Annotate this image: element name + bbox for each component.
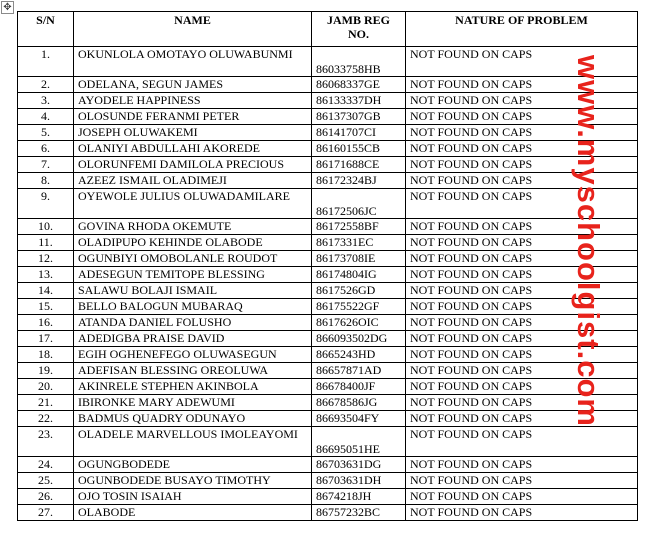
cell-sn: 13. <box>18 267 74 283</box>
table-move-handle-icon[interactable]: ✥ <box>1 1 14 14</box>
cell-name: ADESEGUN TEMITOPE BLESSING <box>74 267 312 283</box>
cell-name: ATANDA DANIEL FOLUSHO <box>74 315 312 331</box>
cell-sn: 9. <box>18 189 74 219</box>
cell-problem: NOT FOUND ON CAPS <box>406 157 638 173</box>
cell-problem: NOT FOUND ON CAPS <box>406 489 638 505</box>
cell-problem: NOT FOUND ON CAPS <box>406 235 638 251</box>
cell-jamb-reg: 86757232BC <box>312 505 406 521</box>
cell-name: EGIH OGHENEFEGO OLUWASEGUN <box>74 347 312 363</box>
cell-jamb-reg: 86172558BF <box>312 219 406 235</box>
cell-jamb-reg: 86657871AD <box>312 363 406 379</box>
cell-sn: 23. <box>18 427 74 457</box>
cell-sn: 3. <box>18 93 74 109</box>
cell-jamb-reg: 86172324BJ <box>312 173 406 189</box>
cell-jamb-reg: 86173708IE <box>312 251 406 267</box>
cell-problem: NOT FOUND ON CAPS <box>406 427 638 457</box>
cell-jamb-reg: 86695051HE <box>312 427 406 457</box>
cell-name: OYEWOLE JULIUS OLUWADAMILARE <box>74 189 312 219</box>
cell-name: AZEEZ ISMAIL OLADIMEJI <box>74 173 312 189</box>
table-row <box>18 47 638 77</box>
table-row <box>18 363 638 379</box>
cell-name: BADMUS QUADRY ODUNAYO <box>74 411 312 427</box>
table-row <box>18 219 638 235</box>
cell-name: ADEDIGBA PRAISE DAVID <box>74 331 312 347</box>
table-row <box>18 395 638 411</box>
cell-name: OLABODE <box>74 505 312 521</box>
cell-problem: NOT FOUND ON CAPS <box>406 47 638 77</box>
cell-name: OLADELE MARVELLOUS IMOLEAYOMI <box>74 427 312 457</box>
cell-jamb-reg: 86175522GF <box>312 299 406 315</box>
cell-problem: NOT FOUND ON CAPS <box>406 173 638 189</box>
cell-problem: NOT FOUND ON CAPS <box>406 473 638 489</box>
cell-problem: NOT FOUND ON CAPS <box>406 363 638 379</box>
cell-problem: NOT FOUND ON CAPS <box>406 379 638 395</box>
table-row <box>18 251 638 267</box>
table-row <box>18 315 638 331</box>
cell-jamb-reg: 86068337GE <box>312 77 406 93</box>
cell-name: ADEFISAN BLESSING OREOLUWA <box>74 363 312 379</box>
table-row <box>18 331 638 347</box>
cell-problem: NOT FOUND ON CAPS <box>406 457 638 473</box>
table-row <box>18 173 638 189</box>
cell-jamb-reg: 8617526GD <box>312 283 406 299</box>
header-name: NAME <box>74 12 312 47</box>
cell-name: OKUNLOLA OMOTAYO OLUWABUNMI <box>74 47 312 77</box>
cell-name: OLOSUNDE FERANMI PETER <box>74 109 312 125</box>
cell-jamb-reg: 86174804IG <box>312 267 406 283</box>
cell-sn: 12. <box>18 251 74 267</box>
table-row <box>18 77 638 93</box>
cell-sn: 14. <box>18 283 74 299</box>
cell-problem: NOT FOUND ON CAPS <box>406 93 638 109</box>
cell-sn: 8. <box>18 173 74 189</box>
cell-sn: 7. <box>18 157 74 173</box>
cell-sn: 10. <box>18 219 74 235</box>
cell-problem: NOT FOUND ON CAPS <box>406 251 638 267</box>
cell-problem: NOT FOUND ON CAPS <box>406 411 638 427</box>
cell-problem: NOT FOUND ON CAPS <box>406 299 638 315</box>
cell-sn: 22. <box>18 411 74 427</box>
cell-sn: 19. <box>18 363 74 379</box>
table-row <box>18 283 638 299</box>
cell-problem: NOT FOUND ON CAPS <box>406 125 638 141</box>
table-header-row <box>18 12 638 47</box>
cell-jamb-reg: 86693504FY <box>312 411 406 427</box>
cell-name: OLADIPUPO KEHINDE OLABODE <box>74 235 312 251</box>
table-row <box>18 299 638 315</box>
cell-jamb-reg: 8665243HD <box>312 347 406 363</box>
cell-name: OLANIYI ABDULLAHI AKOREDE <box>74 141 312 157</box>
cell-jamb-reg: 86133337DH <box>312 93 406 109</box>
cell-sn: 25. <box>18 473 74 489</box>
table-row <box>18 457 638 473</box>
cell-jamb-reg: 86137307GB <box>312 109 406 125</box>
cell-problem: NOT FOUND ON CAPS <box>406 347 638 363</box>
table-row <box>18 505 638 521</box>
table-row <box>18 235 638 251</box>
cell-sn: 2. <box>18 77 74 93</box>
table-row <box>18 93 638 109</box>
cell-jamb-reg: 866093502DG <box>312 331 406 347</box>
cell-name: OLORUNFEMI DAMILOLA PRECIOUS <box>74 157 312 173</box>
watermark <box>568 55 608 475</box>
table-row <box>18 267 638 283</box>
cell-problem: NOT FOUND ON CAPS <box>406 395 638 411</box>
cell-sn: 21. <box>18 395 74 411</box>
cell-sn: 24. <box>18 457 74 473</box>
header-sn: S/N <box>18 12 74 47</box>
table-row <box>18 379 638 395</box>
header-nature-of-problem: NATURE OF PROBLEM <box>406 12 638 47</box>
cell-name: OGUNBODEDE BUSAYO TIMOTHY <box>74 473 312 489</box>
cell-sn: 17. <box>18 331 74 347</box>
cell-jamb-reg: 86033758HB <box>312 47 406 77</box>
cell-name: OJO TOSIN ISAIAH <box>74 489 312 505</box>
cell-jamb-reg: 86141707CI <box>312 125 406 141</box>
cell-jamb-reg: 8617331EC <box>312 235 406 251</box>
cell-jamb-reg: 86703631DH <box>312 473 406 489</box>
table-row <box>18 109 638 125</box>
cell-problem: NOT FOUND ON CAPS <box>406 109 638 125</box>
cell-sn: 1. <box>18 47 74 77</box>
cell-sn: 6. <box>18 141 74 157</box>
cell-sn: 5. <box>18 125 74 141</box>
table-row <box>18 489 638 505</box>
cell-name: OGUNBIYI OMOBOLANLE ROUDOT <box>74 251 312 267</box>
cell-problem: NOT FOUND ON CAPS <box>406 141 638 157</box>
cell-name: AKINRELE STEPHEN AKINBOLA <box>74 379 312 395</box>
watermark-text: www.myschoolgist.com <box>571 55 606 427</box>
cell-sn: 15. <box>18 299 74 315</box>
cell-jamb-reg: 8674218JH <box>312 489 406 505</box>
cell-sn: 4. <box>18 109 74 125</box>
cell-problem: NOT FOUND ON CAPS <box>406 189 638 219</box>
table-row <box>18 189 638 219</box>
table-row <box>18 347 638 363</box>
header-jamb-reg: JAMB REG NO. <box>312 12 406 47</box>
cell-problem: NOT FOUND ON CAPS <box>406 315 638 331</box>
table-row <box>18 411 638 427</box>
table-row <box>18 141 638 157</box>
cell-name: IBIRONKE MARY ADEWUMI <box>74 395 312 411</box>
cell-problem: NOT FOUND ON CAPS <box>406 77 638 93</box>
table-row <box>18 427 638 457</box>
table-row <box>18 157 638 173</box>
cell-problem: NOT FOUND ON CAPS <box>406 267 638 283</box>
cell-name: SALAWU BOLAJI ISMAIL <box>74 283 312 299</box>
cell-sn: 16. <box>18 315 74 331</box>
cell-name: ODELANA, SEGUN JAMES <box>74 77 312 93</box>
cell-sn: 26. <box>18 489 74 505</box>
results-table <box>17 11 638 521</box>
cell-jamb-reg: 86678400JF <box>312 379 406 395</box>
cell-jamb-reg: 86172506JC <box>312 189 406 219</box>
cell-jamb-reg: 86171688CE <box>312 157 406 173</box>
cell-sn: 20. <box>18 379 74 395</box>
cell-name: AYODELE HAPPINESS <box>74 93 312 109</box>
cell-jamb-reg: 86160155CB <box>312 141 406 157</box>
cell-name: GOVINA RHODA OKEMUTE <box>74 219 312 235</box>
cell-jamb-reg: 8617626OIC <box>312 315 406 331</box>
cell-problem: NOT FOUND ON CAPS <box>406 505 638 521</box>
cell-sn: 18. <box>18 347 74 363</box>
cell-name: OGUNGBODEDE <box>74 457 312 473</box>
cell-jamb-reg: 86703631DG <box>312 457 406 473</box>
cell-sn: 11. <box>18 235 74 251</box>
cell-name: JOSEPH OLUWAKEMI <box>74 125 312 141</box>
table-row <box>18 125 638 141</box>
table-row <box>18 473 638 489</box>
cell-problem: NOT FOUND ON CAPS <box>406 331 638 347</box>
cell-jamb-reg: 86678586JG <box>312 395 406 411</box>
cell-sn: 27. <box>18 505 74 521</box>
cell-problem: NOT FOUND ON CAPS <box>406 283 638 299</box>
cell-problem: NOT FOUND ON CAPS <box>406 219 638 235</box>
cell-name: BELLO BALOGUN MUBARAQ <box>74 299 312 315</box>
